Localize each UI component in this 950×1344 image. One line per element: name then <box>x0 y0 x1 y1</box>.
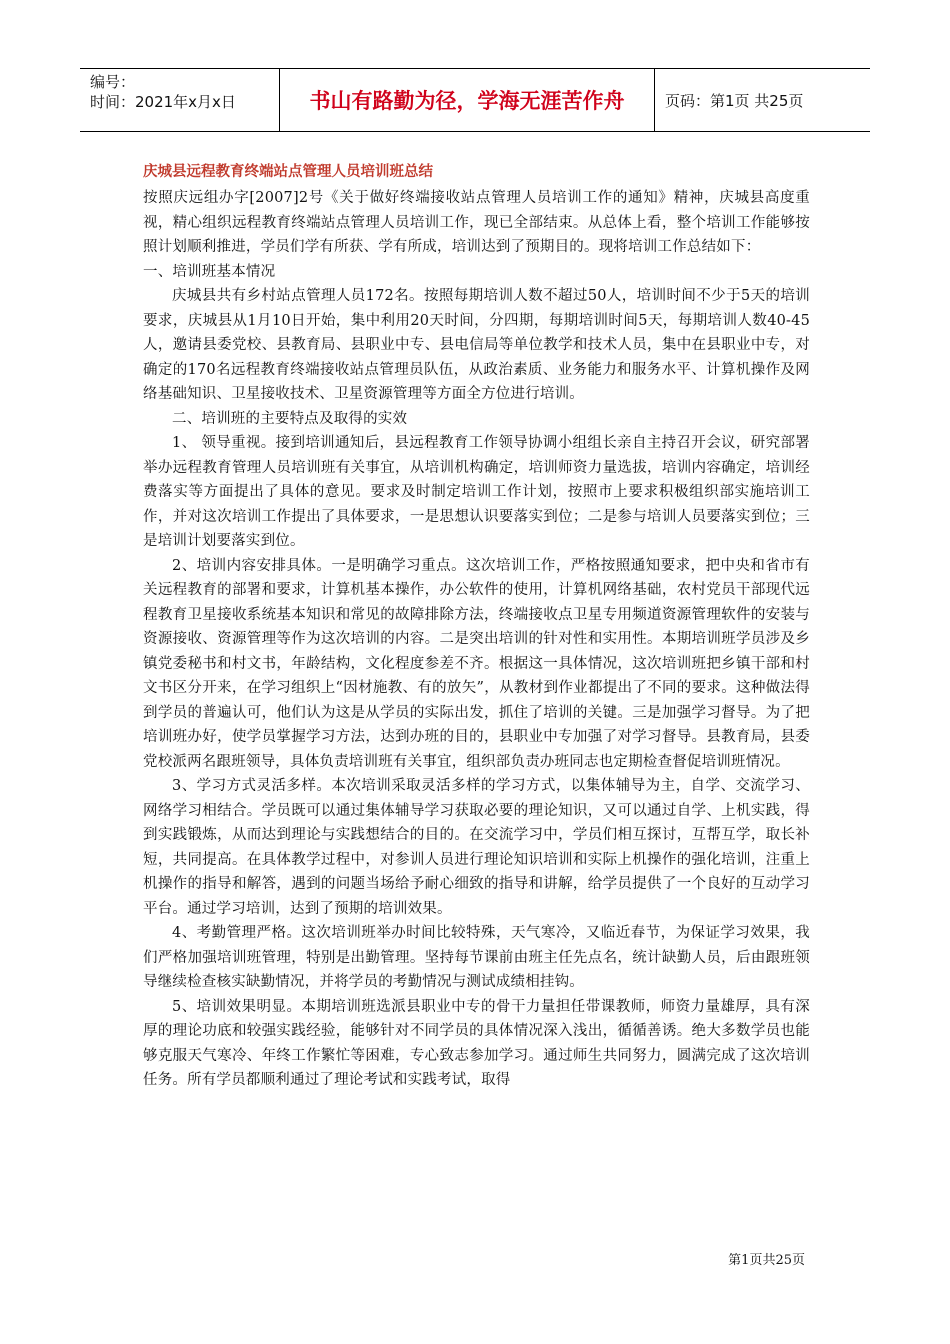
section-heading-2: 二、培训班的主要特点及取得的实效 <box>172 410 408 427</box>
header-motto: 书山有路勤为径，学海无涯苦作舟 <box>280 69 655 131</box>
paragraph-point-4: 4、考勤管理严格。这次培训班举办时间比较特殊，天气寒冷，又临近春节，为保证学习效果，我们严格加强培训班管理，特别是出勤管理。坚持每节课前由班主任先点名，统计缺勤人员，后由跟班领导继续检查核实缺勤情况，并将学员的考勤情况与测试成绩相挂钩。 <box>143 925 810 990</box>
page-footer-number: 第1页共25页 <box>728 1253 805 1268</box>
paragraph-point-1: 1、 领导重视。接到培训通知后，县远程教育工作领导协调小组组长亲自主持召开会议，研究部署举办远程教育管理人员培训班有关事宜，从培训机构确定，培训师资力量选拔，培训内容确定，培训经费落实等方面提出了具体的意见。要求及时制定培训工作计划，按照市上要求积极组织部实施培训工作，并对这次培训工作提出了具体要求，一是思想认识要落实到位；二是参与培训人员要落实到位；三是培训计划要落实到位。 <box>143 435 810 549</box>
paragraph-point-2: 2、培训内容安排具体。一是明确学习重点。这次培训工作，严格按照通知要求，把中央和省市有关远程教育的部署和要求，计算机基本操作，办公软件的使用，计算机网络基础，农村党员干部现代远程教育卫星接收系统基本知识和常见的故障排除方法，终端接收点卫星专用频道资源管理软件的安装与资源接收、资源管理等作为这次培训的内容。二是突出培训的针对性和实用性。本期培训班学员涉及乡镇党委秘书和村文书，年龄结构，文化程度参差不齐。根据这一具体情况，这次培训班把乡镇干部和村文书区分开来，在学习组织上“因材施教、有的放矢”，从教材到作业都提出了不同的要求。这种做法得到学员的普遍认可，他们认为这是从学员的实际出发，抓住了培训的关键。三是加强学习督导。为了把培训班办好，使学员掌握学习方法，达到办班的目的，县职业中专加强了对学习督导。县教育局，县委党校派两名跟班领导，具体负责培训班有关事宜，组织部负责办班同志也定期检查督促培训班情况。 <box>143 557 810 770</box>
document-number-label: 编号： <box>90 73 136 91</box>
header-meta <box>80 69 280 131</box>
header-page-info: 页码：第1页 共25页 <box>665 91 804 110</box>
paragraph-point-5: 5、培训效果明显。本期培训班选派县职业中专的骨干力量担任带课教师，师资力量雄厚，具有深厚的理论功底和较强实践经验，能够针对不同学员的具体情况深入浅出，循循善诱。绝大多数学员也能够克服天气寒冷、年终工作繁忙等困难，专心致志参加学习。通过师生共同努力，圆满完成了这次培训任务。所有学员都顺利通过了理论考试和实践考试，取得 <box>143 998 810 1088</box>
document-title: 庆城县远程教育终端站点管理人员培训班总结 <box>143 163 433 180</box>
paragraph-point-3: 3、学习方式灵活多样。本次培训采取灵活多样的学习方式，以集体辅导为主，自学、交流学习、网络学习相结合。学员既可以通过集体辅导学习获取必要的理论知识，又可以通过自学、上机实践，得到实践锻炼，从而达到理论与实践想结合的目的。在交流学习中，学员们相互探讨，互帮互学，取长补短，共同提高。在具体教学过程中，对参训人员进行理论知识培训和实际上机操作的强化培训，注重上机操作的指导和解答，遇到的问题当场给予耐心细致的指导和讲解，给学员提供了一个良好的互动学习平台。通过学习培训，达到了预期的培训效果。 <box>143 778 810 917</box>
paragraph-intro: 按照庆远组办字[2007]2号《关于做好终端接收站点管理人员培训工作的通知》精神，庆城县高度重视，精心组织远程教育终端站点管理人员培训工作，现已全部结束。从总体上看，整个培训工作能够按照计划顺利推进，学员们学有所获、学有所成，培训达到了预期目的。现将培训工作总结如下： <box>143 190 810 255</box>
document-body <box>143 160 810 1093</box>
document-date: 时间：2021年x月x日 <box>90 93 236 111</box>
paragraph-basic-info: 庆城县共有乡村站点管理人员172名。按照每期培训人数不超过50人，培训时间不少于5天的培训要求，庆城县从1月10日开始，集中利用20天时间，分四期，每期培训时间5天，每期培训人数40-45人，邀请县委党校、县教育局、县职业中专、县电信局等单位教学和技术人员，集中在县职业中专，对确定的170名远程教育终端接收站点管理员队伍，从政治素质、业务能力和服务水平、计算机操作及网络基础知识、卫星接收技术、卫星资源管理等方面全方位进行培训。 <box>143 288 810 402</box>
page-header <box>80 68 870 132</box>
section-heading-1: 一、培训班基本情况 <box>143 263 276 280</box>
